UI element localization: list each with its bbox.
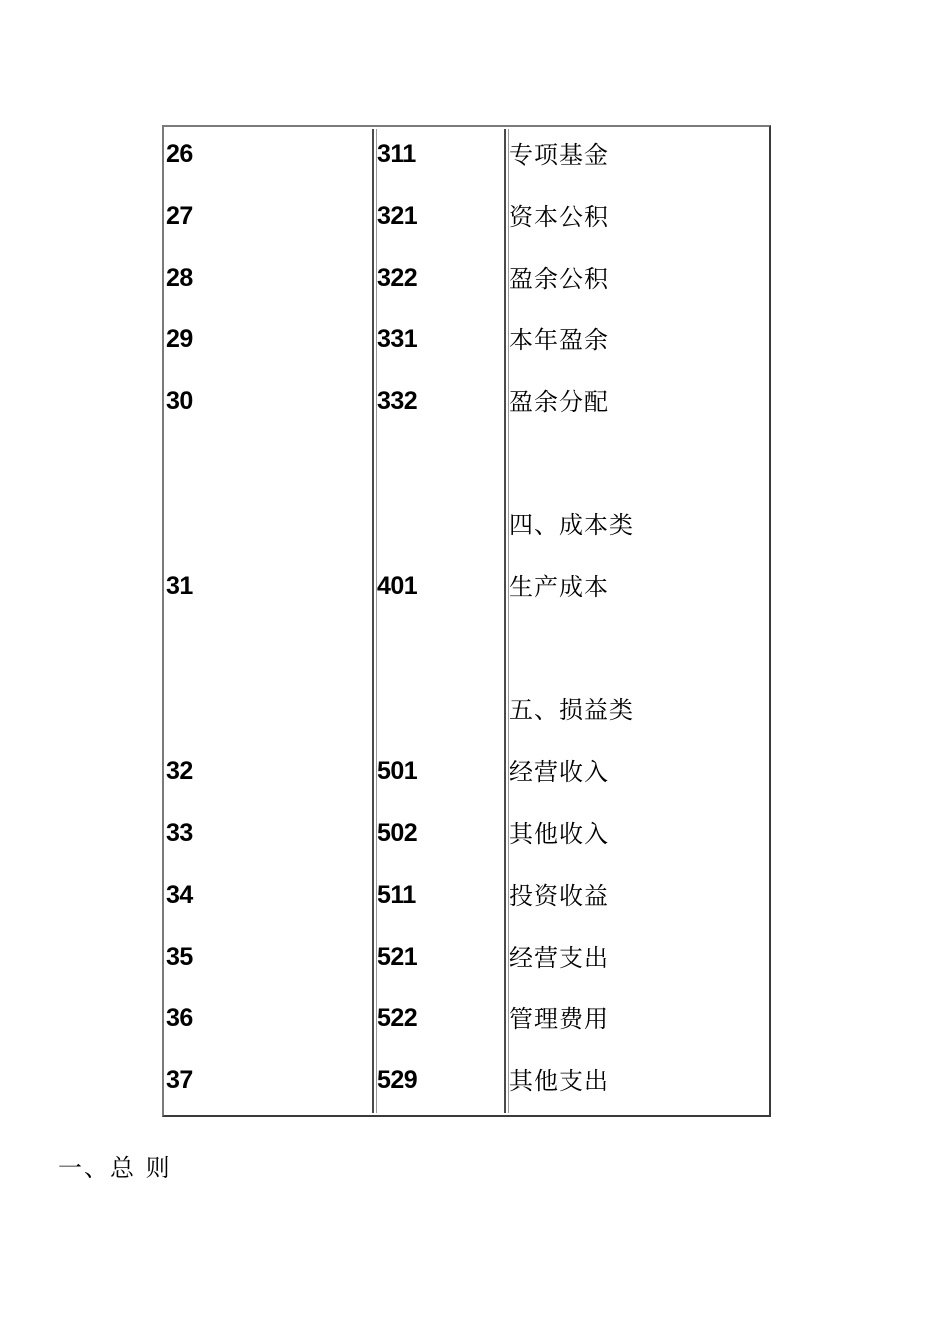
row-name: 管理费用	[509, 1005, 609, 1033]
row-seq: 35	[166, 943, 193, 971]
row-name: 专项基金	[509, 141, 609, 169]
row-code: 321	[377, 202, 418, 230]
row-code: 331	[377, 325, 418, 353]
row-seq: 37	[166, 1066, 193, 1094]
row-seq: 30	[166, 387, 193, 415]
row-code: 322	[377, 264, 418, 292]
row-code: 332	[377, 387, 418, 415]
row-code: 401	[377, 572, 418, 600]
row-name: 经营收入	[509, 758, 609, 786]
row-name: 其他收入	[509, 820, 609, 848]
row-name: 盈余分配	[509, 388, 609, 416]
row-code: 501	[377, 757, 418, 785]
row-name: 资本公积	[509, 203, 609, 231]
row-seq: 33	[166, 819, 193, 847]
row-code: 529	[377, 1066, 418, 1094]
row-name: 本年盈余	[509, 326, 609, 354]
code-column	[376, 129, 506, 1113]
category-heading: 四、成本类	[509, 511, 634, 539]
row-code: 502	[377, 819, 418, 847]
row-seq: 31	[166, 572, 193, 600]
row-seq: 26	[166, 140, 193, 168]
row-seq: 32	[166, 757, 193, 785]
row-code: 311	[377, 140, 416, 168]
row-seq: 36	[166, 1004, 193, 1032]
row-name: 投资收益	[509, 882, 609, 910]
row-code: 522	[377, 1004, 418, 1032]
account-name-column	[508, 129, 767, 1113]
account-code-table	[162, 125, 771, 1117]
row-code: 521	[377, 943, 418, 971]
category-heading: 五、损益类	[509, 696, 634, 724]
section-heading: 一、总 则	[58, 1154, 172, 1182]
row-seq: 34	[166, 881, 193, 909]
row-seq: 27	[166, 202, 193, 230]
sequence-column	[166, 129, 374, 1113]
row-name: 盈余公积	[509, 265, 609, 293]
row-seq: 29	[166, 325, 193, 353]
row-name: 经营支出	[509, 944, 609, 972]
row-code: 511	[377, 881, 416, 909]
row-seq: 28	[166, 264, 193, 292]
row-name: 其他支出	[509, 1067, 609, 1095]
row-name: 生产成本	[509, 573, 609, 601]
